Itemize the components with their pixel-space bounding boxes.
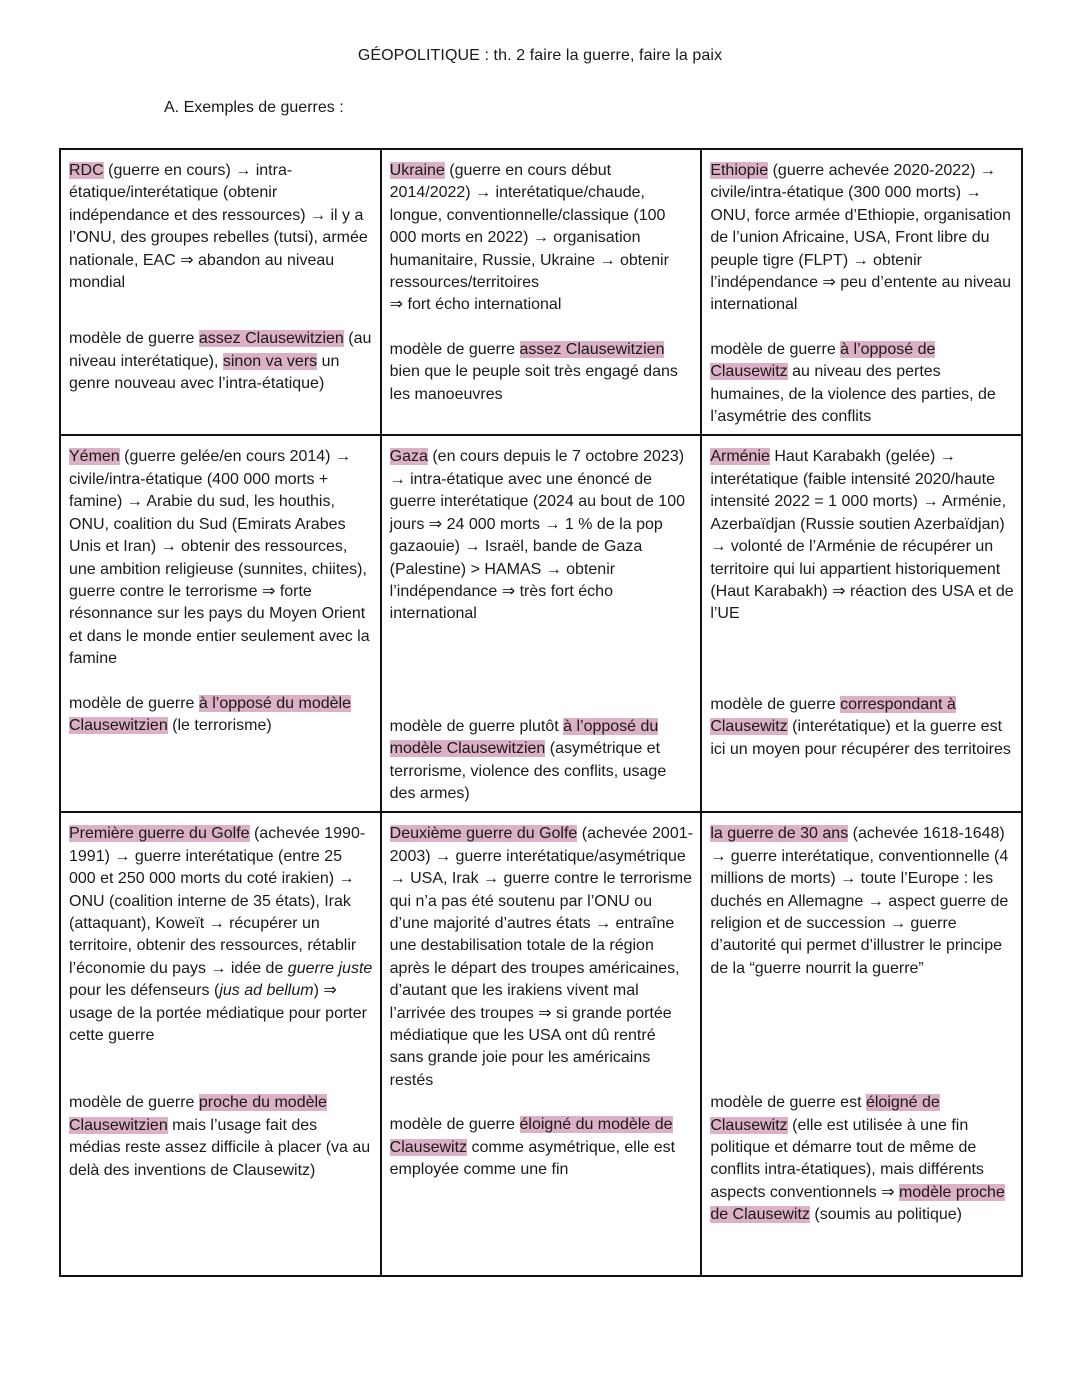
- war-name: Arménie: [710, 448, 770, 466]
- war-cell-golfe-1: Première guerre du Golfe (achevée 1990-1991) → guerre interétatique (entre 25 000 et 250 000 morts du coté irakien) → ONU (coalition interne de 35 états), Irak (attaquant), Koweït → récupérer un territoire, obtenir des ressources, rétablir l’économie du pays → idée de guerre juste pour les défenseurs (jus ad bellum) ⇒ usage de la portée médiatique pour porter cette guerre modèle de guerre proche du modèle Clausewitzien mais l’usage fait des médias reste assez difficile à placer (va au delà des inventions de Clausewitz): [60, 812, 381, 1276]
- war-model: modèle de guerre est éloigné de Clausewitz (elle est utilisée à une fin politique et démarre tout de même de conflits intra-étatiques), mais différents aspects conventionnels ⇒ modèle proche de Clausewitz (soumis au politique): [710, 1094, 1005, 1224]
- model-highlight: sinon va vers: [222, 352, 318, 370]
- table-row: [60, 149, 1022, 435]
- war-name: Première guerre du Golfe: [69, 825, 250, 843]
- war-cell-ethiopie: [701, 149, 1022, 435]
- war-description: (achevée 1618-1648) → guerre interétatique, conventionnelle (4 millions de morts) → toute l’Europe : les duchés en Allemagne → aspect guerre de religion et de succession → guerre d’autorité qui permet d’illustrer le principe de la “guerre nourrit la guerre”: [710, 825, 1013, 977]
- war-name: RDC: [69, 162, 104, 179]
- war-cell-yemen: [60, 435, 381, 812]
- section-heading: A. Exemples de guerres :: [164, 99, 344, 116]
- war-model: modèle de guerre éloigné du modèle de Clausewitz comme asymétrique, elle est employée comme une fin: [389, 1116, 676, 1179]
- model-highlight: à l’opposé du modèle Clausewitzien: [389, 717, 659, 758]
- war-description: Haut Karabakh (gelée) → interétatique (faible intensité 2020/haute intensité 2022 = 1 000 morts) → Arménie, Azerbaïdjan (Russie soutien Azerbaïdjan) → volonté de l’Arménie de récupérer un territoire qui lui appartient historiquement (Haut Karabakh) ⇒ réaction des USA et de l’UE: [710, 448, 1019, 623]
- war-cell-guerre-30-ans: [701, 812, 1022, 1276]
- model-highlight: à l’opposé de Clausewitz: [710, 340, 936, 381]
- war-cell-ukraine: [381, 149, 702, 435]
- war-description: (guerre en cours) → intra-étatique/interétatique (obtenir indépendance et des ressources) → il y a l’ONU, des groupes rebelles (tutsi), armée nationale, EAC ⇒ abandon au niveau mondial: [69, 162, 373, 292]
- war-description: (guerre gelée/en cours 2014) → civile/intra-étatique (400 000 morts + famine) → Arabie du sud, les houthis, ONU, coalition du Sud (Emirats Arabes Unis et Iran) → obtenir des ressources, une ambition religieuse (sunnites, chiites), guerre contre le terrorisme ⇒ forte résonnance sur les pays du Moyen Orient et dans le monde entier seulement avec la famine: [69, 448, 375, 668]
- war-cell-armenie: [701, 435, 1022, 812]
- war-description: (guerre en cours début 2014/2022) → interétatique/chaude, longue, conventionnelle/classique (100 000 morts en 2022) → organisation humanitaire, Russie, Ukraine → obtenir ressources/territoires ⇒ fort écho international: [389, 162, 669, 314]
- war-name: Deuxième guerre du Golfe: [389, 825, 578, 843]
- war-description: (en cours depuis le 7 octobre 2023) → intra-étatique avec une énoncé de guerre interétatique (2024 au bout de 100 jours ⇒ 24 000 morts → 1 % de la pop gazaouie) → Israël, bande de Gaza (Palestine) > HAMAS → obtenir l’indépendance ⇒ très fort écho international: [389, 448, 690, 623]
- war-description: (guerre achevée 2020-2022) → civile/intra-étatique (300 000 morts) → ONU, force armée d’Ethiopie, organisation de l’union Africaine, USA, Front libre du peuple tigre (FLPT) → obtenir l’indépendance ⇒ peu d’entente au niveau international: [710, 162, 1016, 314]
- model-highlight: à l’opposé du modèle Clausewitzien: [69, 694, 351, 734]
- table-row: [60, 812, 1022, 1276]
- war-name: Yémen: [69, 448, 120, 466]
- model-highlight: assez Clausewitzien: [198, 330, 344, 348]
- page-title: GÉOPOLITIQUE : th. 2 faire la guerre, faire la paix: [357, 47, 723, 64]
- war-name: Ethiopie: [710, 162, 769, 179]
- war-name: Ukraine: [389, 162, 445, 179]
- war-name: Gaza: [389, 448, 428, 466]
- table-row: [60, 435, 1022, 812]
- model-highlight: assez Clausewitzien: [519, 340, 665, 358]
- war-cell-gaza: [381, 435, 702, 812]
- war-model: modèle de guerre à l’opposé du modèle Clausewitzien (le terrorisme): [69, 694, 351, 734]
- war-model: modèle de guerre correspondant à Clausewitz (interétatique) et la guerre est ici un moyen pour récupérer des territoires: [710, 695, 1011, 758]
- model-highlight: éloigné de Clausewitz: [710, 1094, 940, 1134]
- model-highlight: proche du modèle Clausewitzien: [69, 1094, 327, 1134]
- model-highlight: éloigné du modèle de Clausewitz: [389, 1116, 673, 1156]
- wars-table: [59, 148, 1023, 1277]
- war-model: modèle de guerre à l’opposé de Clausewitz au niveau des pertes humaines, de la violence des parties, de l’asymétrie des conflits: [710, 340, 996, 426]
- war-name: la guerre de 30 ans: [710, 825, 849, 843]
- war-description: (achevée 2001-2003) → guerre interétatique/asymétrique → USA, Irak → guerre contre le terrorisme qui n’a pas été soutenu par l’ONU ou d’une majorité d’autres états → entraîne une destabilisation totale de la région après le départ des troupes américaines, d’autant que les irakiens vivent mal l’arrivée des troupes ⇒ si grande portée médiatique que les USA ont dû rentré sans grande joie pour les américains restés: [389, 825, 697, 1089]
- war-model: modèle de guerre plutôt à l’opposé du modèle Clausewitzien (asymétrique et terrorisme, violence des conflits, usage des armes): [389, 717, 667, 802]
- war-cell-rdc: [60, 149, 381, 435]
- model-highlight: modèle proche de Clausewitz: [710, 1183, 1005, 1224]
- war-model: modèle de guerre proche du modèle Clausewitzien mais l’usage fait des médias reste assez difficile à placer (va au delà des inventions de Clausewitz): [69, 1094, 371, 1179]
- model-highlight: correspondant à Clausewitz: [710, 695, 956, 736]
- war-model: modèle de guerre assez Clausewitzien bien que le peuple soit très engagé dans les manoeuvres: [389, 340, 678, 403]
- war-model: modèle de guerre assez Clausewitzien (au niveau interétatique), sinon va vers un genre nouveau avec l’intra-étatique): [69, 330, 372, 393]
- war-cell-golfe-2: [381, 812, 702, 1276]
